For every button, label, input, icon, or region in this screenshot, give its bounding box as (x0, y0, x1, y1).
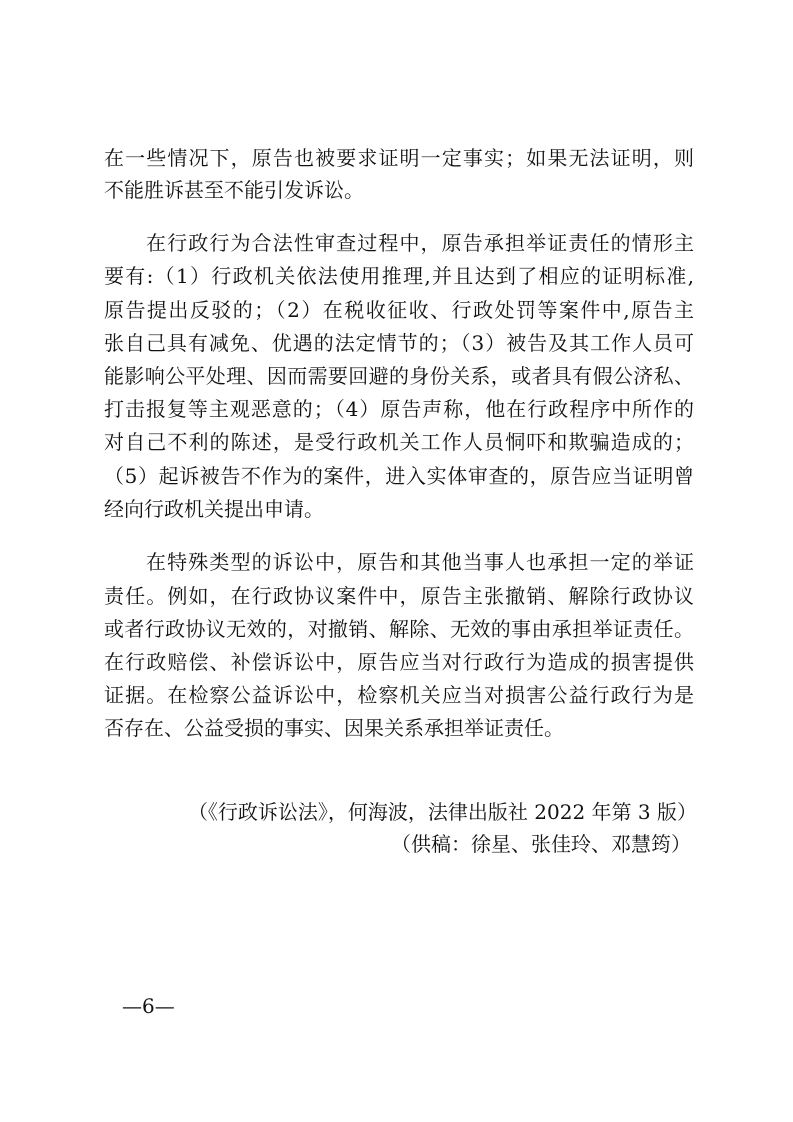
paragraph-line: （5）起诉被告不作为的案件，进入实体审查的，原告应当证明曾 (104, 464, 694, 488)
citation-source: （《行政诉讼法》，何海波，法律出版社 2022 年第 3 版） (187, 800, 697, 824)
paragraph-line: 打击报复等主观恶意的；（4）原告声称，他在行政程序中所作的 (104, 397, 694, 421)
page-number: —6— (122, 994, 175, 1018)
paragraph-line: 经向行政机关提出申请。 (104, 497, 324, 521)
paragraph-line: 在特殊类型的诉讼中，原告和其他当事人也承担一定的举证 (146, 550, 694, 574)
paragraph-line: 张自己具有减免、优遇的法定情节的；（3）被告及其工作人员可 (104, 331, 694, 355)
paragraph-line: 原告提出反驳的；（2）在税收征收、行政处罚等案件中,原告主 (104, 298, 694, 322)
paragraph-line: 证据。在检察公益诉讼中，检察机关应当对损害公益行政行为是 (104, 683, 694, 707)
paragraph-line: 在行政赔偿、补偿诉讼中，原告应当对行政行为造成的损害提供 (104, 650, 694, 674)
paragraph-line: 或者行政协议无效的，对撤销、解除、无效的事由承担举证责任。 (104, 617, 694, 641)
paragraph-line: 在一些情况下，原告也被要求证明一定事实；如果无法证明，则 (104, 146, 694, 170)
citation-contributors: （供稿：徐星、张佳玲、邓慧筠） (391, 832, 691, 856)
paragraph-line: 不能胜诉甚至不能引发诉讼。 (104, 178, 364, 202)
paragraph-line: 责任。例如，在行政协议案件中，原告主张撤销、解除行政协议 (104, 584, 694, 608)
paragraph-line: 能影响公平处理、因而需要回避的身份关系，或者具有假公济私、 (104, 364, 694, 388)
paragraph-line: 对自己不利的陈述，是受行政机关工作人员恫吓和欺骗造成的； (104, 430, 694, 454)
paragraph-line: 否存在、公益受损的事实、因果关系承担举证责任。 (104, 716, 564, 740)
paragraph-line: 在行政行为合法性审查过程中，原告承担举证责任的情形主 (146, 231, 694, 255)
paragraph-line: 要有:（1）行政机关依法使用推理,并且达到了相应的证明标准, (104, 264, 694, 288)
